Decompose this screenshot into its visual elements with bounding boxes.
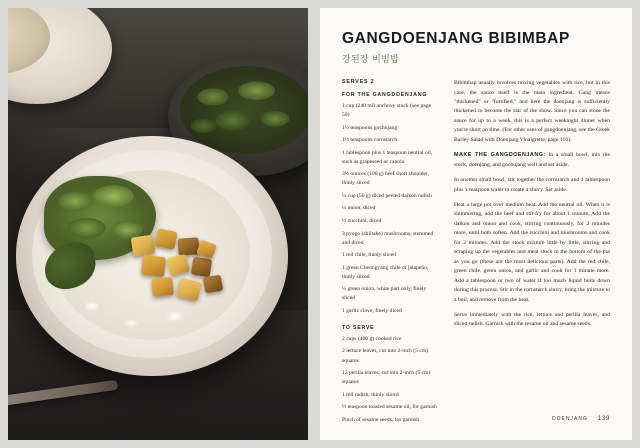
photo-seasoned-greens bbox=[180, 66, 308, 154]
ingredient-item: 2 lettuce leaves, cut into 2-inch (5 cm) squares bbox=[342, 348, 429, 364]
ingredient-item: 1 tablespoon plus 1 teaspoon neutral oil, such as grapeseed or canola bbox=[342, 149, 433, 165]
method-step-text: In a small bowl, mix the stock, doenjang, and gochujang well and set aside. bbox=[454, 152, 610, 168]
ingredient-item: 3 pyogo (shiitake) mushrooms, stemmed and diced bbox=[342, 230, 434, 246]
ingredient-item: 1 garlic clove, finely diced bbox=[342, 307, 402, 314]
ingredients-column bbox=[342, 79, 438, 428]
serves-label: SERVES 2 bbox=[342, 79, 375, 86]
method-step bbox=[454, 151, 610, 170]
running-head: DOENJANG bbox=[552, 416, 588, 422]
ingredient-item: ½ zucchini, diced bbox=[342, 218, 382, 225]
ingredients-heading-to-serve: TO SERVE bbox=[342, 324, 375, 331]
ingredient-item: 2 cups (400 g) cooked rice bbox=[342, 335, 402, 342]
photo-gangdoenjang-cubes bbox=[126, 226, 254, 322]
ingredients-heading-gangdoenjang: FOR THE GANGDOENJANG bbox=[342, 92, 428, 99]
recipe-columns bbox=[342, 79, 610, 428]
page-footer bbox=[342, 415, 610, 422]
method-column bbox=[454, 79, 610, 428]
ingredient-item: ¼ cup (50 g) diced peeled daikon radish bbox=[342, 192, 432, 199]
method-step: Serve immediately with the rice, lettuce and perilla leaves, and sliced radish. Garnish with the sesame oil and sesame seeds. bbox=[454, 312, 610, 328]
ingredient-item: 1 red chile, thinly sliced bbox=[342, 252, 396, 259]
photo-bowl-top-left-contents bbox=[8, 8, 50, 74]
method-step: In another small bowl, stir together the cornstarch and 1 tablespoon plus 1 teaspoon water to create a slurry. Set aside. bbox=[454, 177, 610, 193]
ingredient-item: 1½ teaspoons gochujang bbox=[342, 124, 398, 131]
left-page bbox=[8, 8, 308, 440]
page-subtitle-korean: 강된장 비빔밥 bbox=[342, 55, 400, 66]
ingredient-item: 1½ teaspoons cornstarch bbox=[342, 137, 398, 144]
method-step: Heat a large pot over medium heat. Add the neutral oil. When it is shimmering, add the beef and stir-fry for about 1 minute. Add the daikon and onion and cook, stirring continuously, for 2 minutes more, until both soften. Add the zucchini and mushrooms and cook for 2 minutes. Add the stock mixture little by little, stirring and scraping up the vegetables and meat stuck to the bottom of the pot as you go (these are the most delicious parts). Add the red chile, green chile, green onion, and garlic and cook for 1 minute more. Add a tablespoon or two of water if too much liquid boils down during this process. Stir in the cornstarch slurry, bring the mixture to a boil, and remove from the heat. bbox=[454, 202, 610, 303]
method-step-lead: MAKE THE GANGDOENJANG: bbox=[454, 152, 546, 159]
page-number: 139 bbox=[597, 415, 610, 422]
ingredient-item: 3½ ounces (100 g) beef short shoulder, thinly sliced bbox=[342, 171, 430, 187]
ingredient-item: ¼ green onion, white part only, finely sliced bbox=[342, 286, 427, 302]
recipe-intro: Bibimbap usually involves mixing vegetables with rice, but in this case, the sauce itself is the main ingredient. Gang means "thickened" or "fortified," and here the doenjang is sufficiently thickened to become the star of the show. Since you can stone the sauce for up to a week, this is a perfect weeknight dinner when you're short on time. (For other uses of gangdoenjang, see the Greek Barley Salad with Doenjang Vinaigrette, page 116). bbox=[454, 80, 610, 143]
ingredient-item: 1 green Cheongyang chile or jalapeño, thinly sliced bbox=[342, 264, 429, 280]
ingredient-item: ½ teaspoon toasted sesame oil, for garnish bbox=[342, 404, 437, 411]
ingredient-item: 12 perilla leaves, cut into 2-inch (5 cm) squares bbox=[342, 370, 431, 386]
recipe-photo bbox=[8, 8, 308, 440]
page-title: GANGDOENJANG BIBIMBAP bbox=[342, 30, 570, 47]
ingredient-item: 1 red radish, thinly sliced bbox=[342, 391, 399, 398]
ingredient-item: 1 cup (240 ml) anchovy stock (see page 50) bbox=[342, 103, 432, 119]
ingredient-item: Pinch of sesame seeds, for garnish bbox=[342, 416, 420, 423]
ingredient-item: ¼ onion, diced bbox=[342, 205, 376, 212]
right-page bbox=[320, 8, 632, 440]
